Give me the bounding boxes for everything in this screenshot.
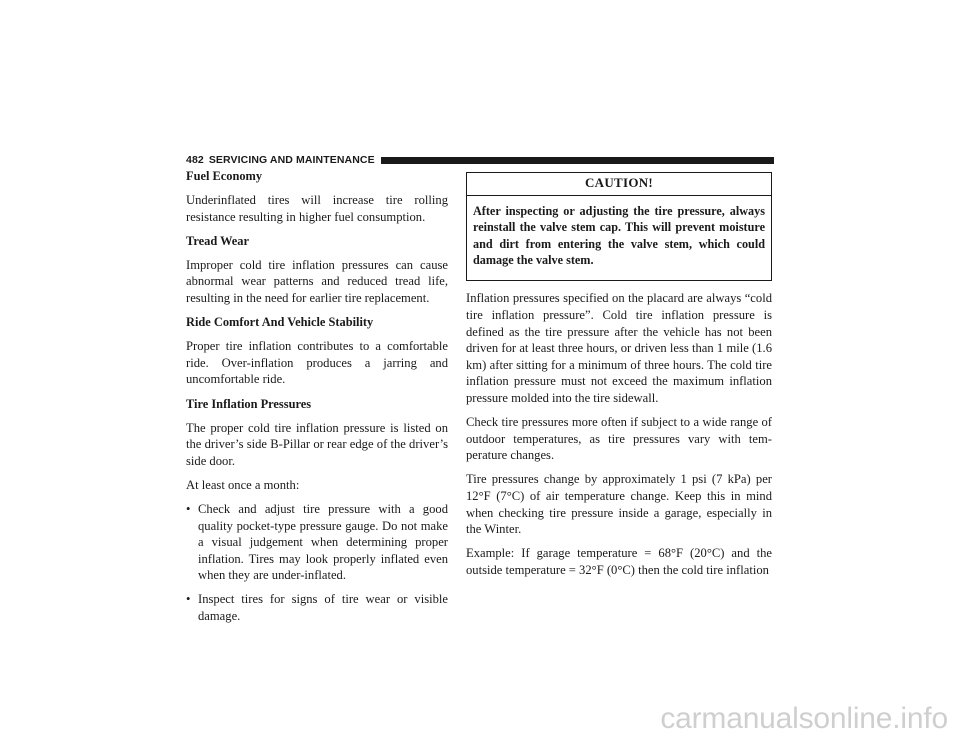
watermark: carmanualsonline.info [660,702,948,735]
monthly-checklist [186,501,448,625]
page-header [186,153,774,167]
caution-box [466,172,772,281]
fuel-economy-text: Underinflated tires will increase tire rolling resistance resulting in higher fuel consumption. [186,193,448,224]
left-column [186,168,448,632]
temperature-range-paragraph: Check tire pressures more often if subject to a wide range of outdoor temperatures, as tire pressures vary with tem-perature changes. [466,415,772,463]
list-item [186,501,448,584]
list-item [186,591,448,624]
list-item-text: Inspect tires for signs of tire wear or visible damage. [198,592,448,624]
header-rule [381,157,774,164]
list-item-text: Check and adjust tire pressure with a good quality pocket-type pressure gauge. Do not make a visual judgement when determining proper inflation. Tires may look properly inflated even when they are under-inflated. [198,502,448,583]
page-number: 482 [186,154,204,166]
ride-comfort-heading: Ride Comfort And Vehicle Stability [186,315,374,330]
inflation-pressures-text: The proper cold tire inflation pressure is listed on the driver’s side B-Pillar or rear edge of the driver’s side door. [186,420,448,468]
pressure-change-paragraph: Tire pressures change by approximately 1 psi (7 kPa) per 12°F (7°C) of air temperature change. Keep this in mind when checking tire pressure inside a garage, especially in the Winter. [466,472,772,537]
caution-title: CAUTION! [467,173,771,196]
bullet-icon: • [186,502,191,516]
bullet-icon: • [186,592,191,607]
ride-comfort-text: Proper tire inflation contributes to a comfortable ride. Over-inflation produces a jarring and uncomfortable ride. [186,339,448,387]
example-paragraph: Example: If garage temperature = 68°F (20°C) and the outside temperature = 32°F (0°C) then the cold tire inflation [466,546,772,577]
tread-wear-text: Improper cold tire inflation pressures can cause abnormal wear patterns and reduced tread life, resulting in the need for earlier tire replacement. [186,257,448,306]
caution-text: After inspecting or adjusting the tire pressure, always reinstall the valve stem cap. This will prevent moisture and dirt from entering the valve stem, which could damage the valve stem. [473,203,765,268]
tread-wear-heading: Tread Wear [186,233,249,248]
monthly-intro: At least once a month: [186,477,300,492]
cold-pressure-paragraph: Inflation pressures specified on the placard are always “cold tire inflation pressure”. Cold tire inflation pressure is defined as the tire pressure after the vehicle has not been driven for at least three hours, or driven less than 1 mile (1.6 km) after sitting for a minimum of three hours. The cold tire inflation pressure must not exceed the maximum inflation pressure molded into the tire sidewall. [466,291,772,406]
right-column [466,168,772,586]
section-title: SERVICING AND MAINTENANCE [208,154,375,166]
fuel-economy-heading: Fuel Economy [186,169,263,183]
inflation-pressures-heading: Tire Inflation Pressures [186,396,312,411]
